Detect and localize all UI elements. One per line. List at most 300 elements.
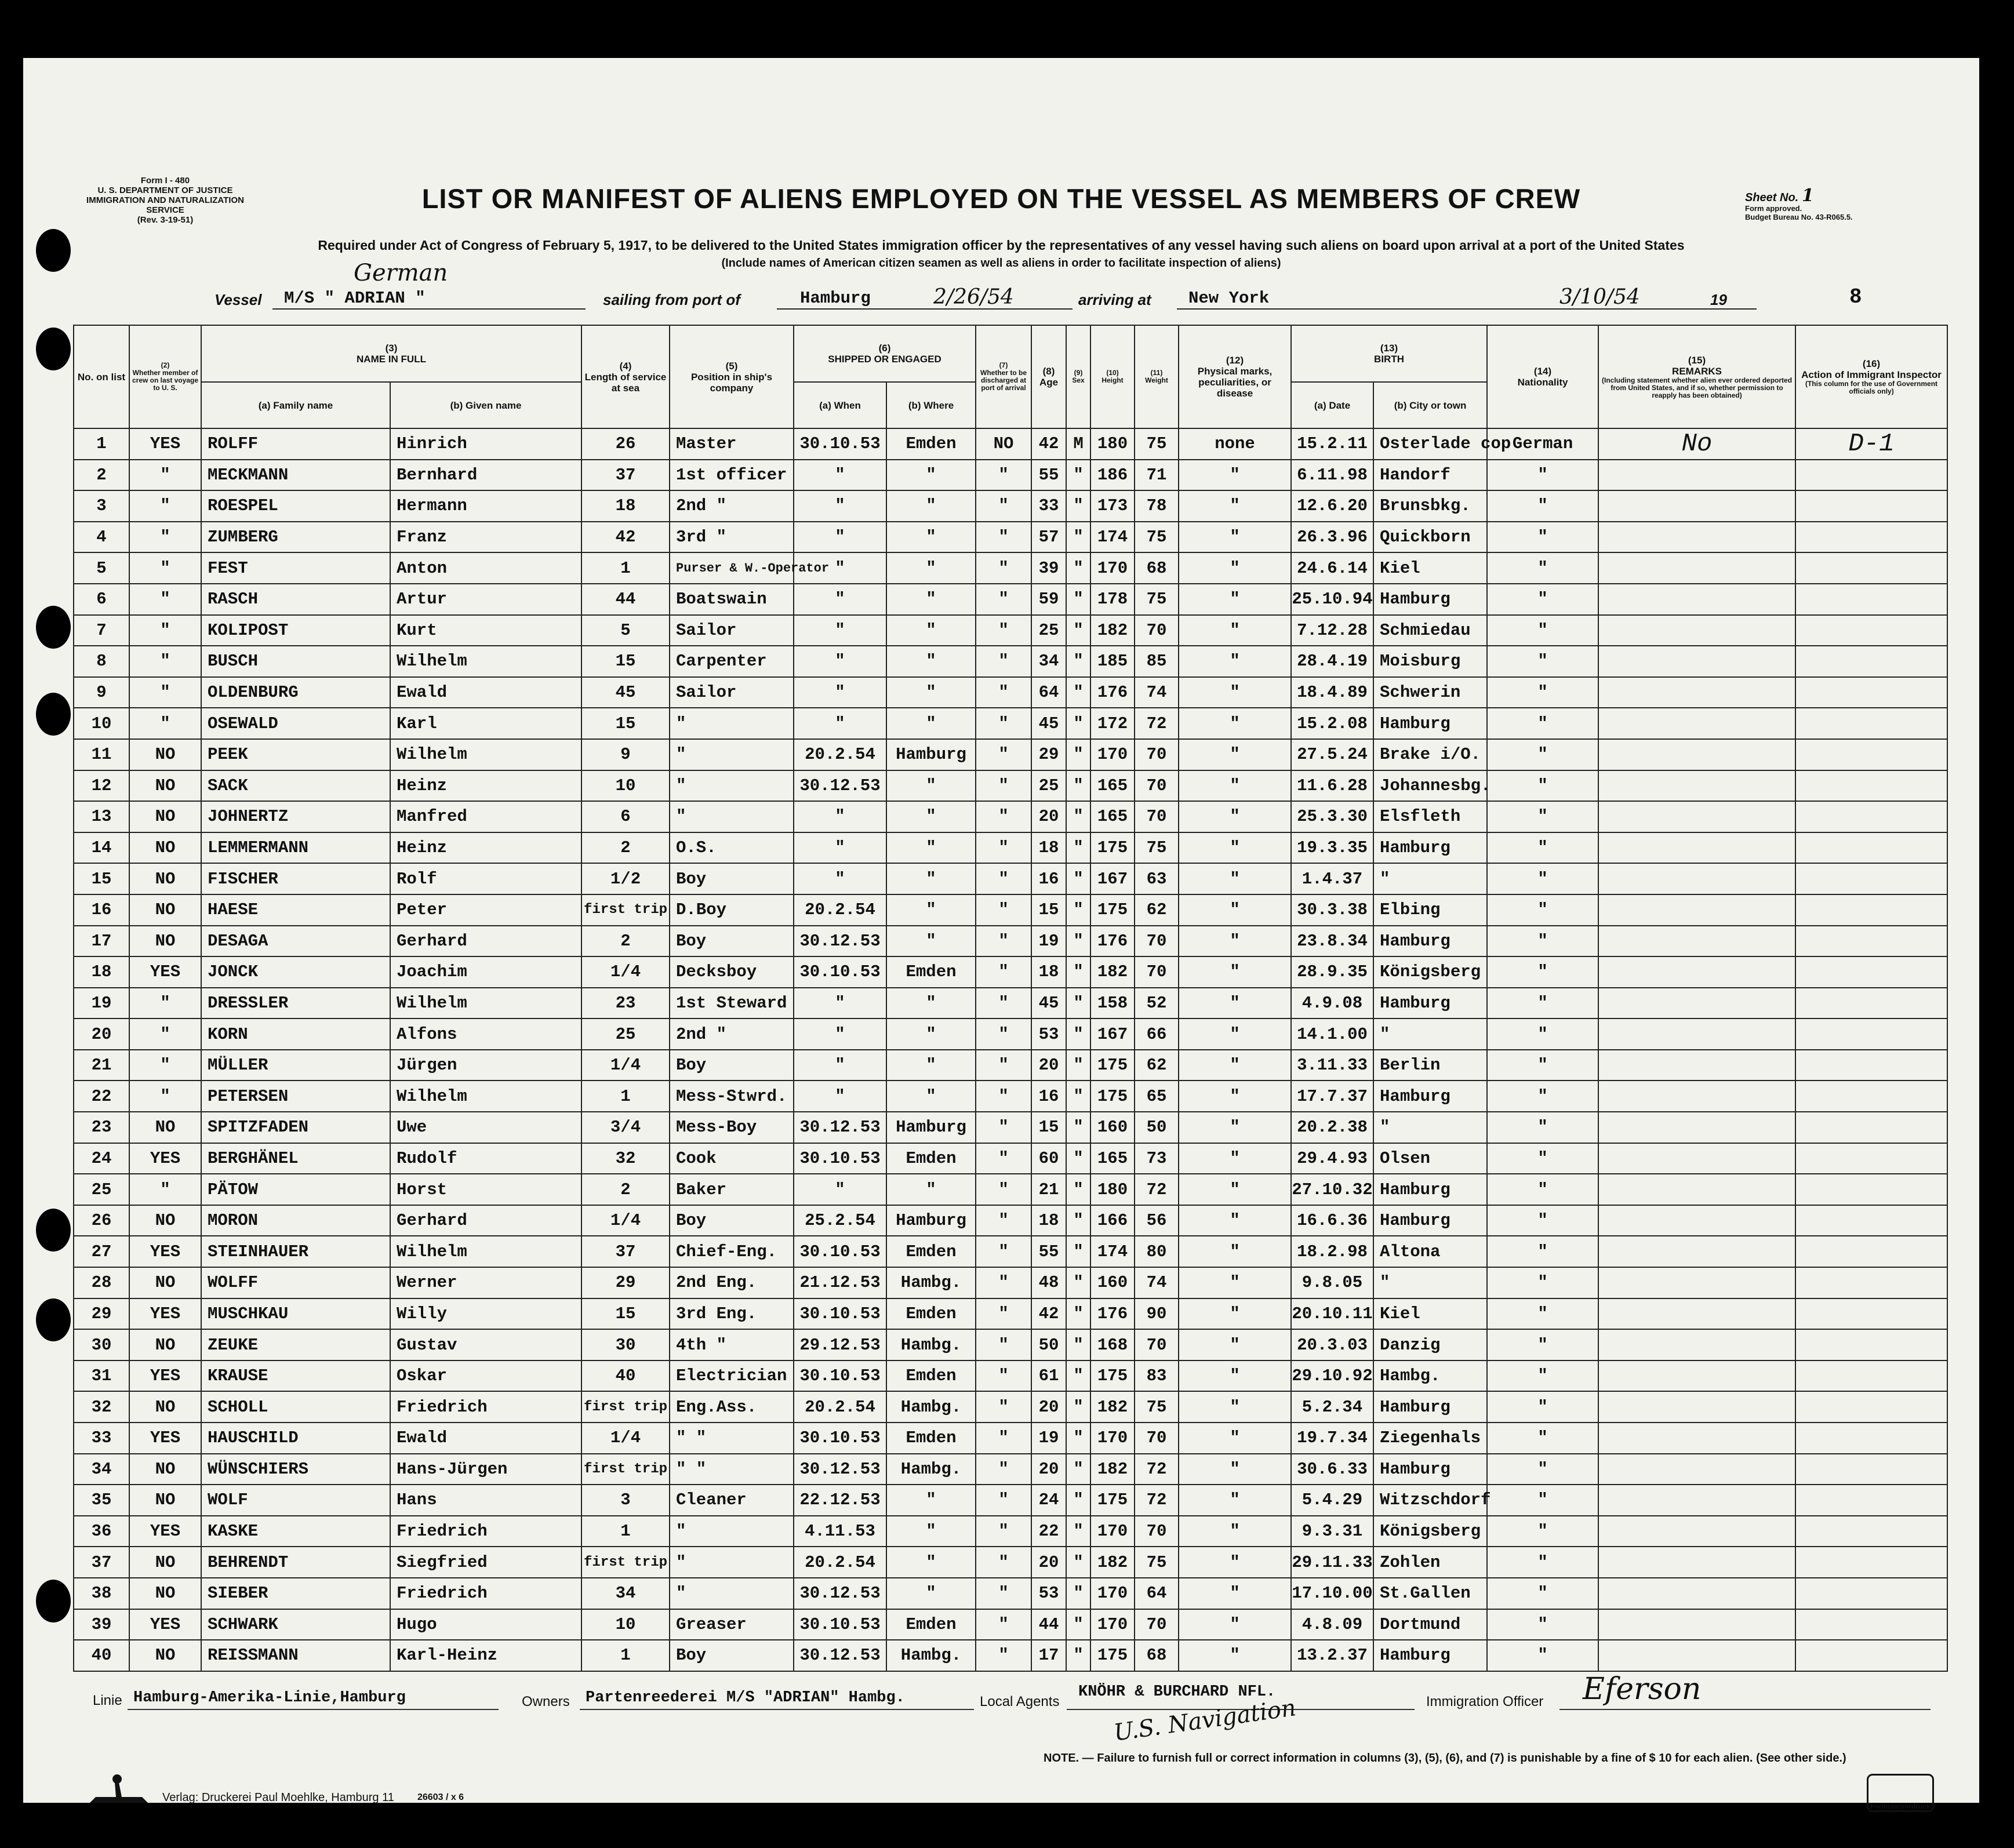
table-body <box>74 428 1947 1671</box>
shipped-when-cell: 30.10.53 <box>794 1236 886 1267</box>
nationality-cell: " <box>1487 615 1598 646</box>
position-cell: " <box>670 1578 794 1609</box>
shipped-when-cell: " <box>794 522 886 553</box>
position-cell: Mess-Stwrd. <box>670 1081 794 1112</box>
birth-city-cell: Hamburg <box>1373 708 1487 739</box>
physical-marks-cell: " <box>1179 1516 1291 1547</box>
given-name-cell: Friedrich <box>390 1516 581 1547</box>
age-cell: 19 <box>1031 926 1066 957</box>
last-voyage-cell: " <box>129 460 201 491</box>
birth-date-cell: 1.4.37 <box>1291 863 1373 894</box>
sex-cell: " <box>1066 1143 1090 1174</box>
birth-city-cell: Elbing <box>1373 894 1487 926</box>
last-voyage-cell: NO <box>129 1578 201 1609</box>
family-name-cell: MECKMANN <box>201 460 390 491</box>
birth-city-cell: Kiel <box>1373 552 1487 584</box>
height-cell: 175 <box>1090 1485 1135 1516</box>
shipped-where-cell: " <box>886 584 976 615</box>
shipped-when-cell: " <box>794 677 886 708</box>
punch-hole <box>36 693 71 736</box>
physical-marks-cell: " <box>1179 677 1291 708</box>
family-name-cell: WOLF <box>201 1485 390 1516</box>
given-name-cell: Ewald <box>390 1423 581 1454</box>
last-voyage-cell: " <box>129 988 201 1019</box>
age-cell: 19 <box>1031 1423 1066 1454</box>
birth-city-cell: Hamburg <box>1373 1174 1487 1205</box>
col-action-header <box>1795 325 1947 428</box>
family-name-cell: DESAGA <box>201 926 390 957</box>
height-cell: 172 <box>1090 708 1135 739</box>
table-row <box>74 646 1947 677</box>
inspector-action-cell <box>1795 1081 1947 1112</box>
shipped-when-cell: 30.10.53 <box>794 1360 886 1392</box>
weight-cell: 75 <box>1135 584 1179 615</box>
weight-cell: 74 <box>1135 677 1179 708</box>
crew-table <box>73 325 1948 1672</box>
birth-city-cell: Quickborn <box>1373 522 1487 553</box>
service-length-cell: 25 <box>581 1018 670 1050</box>
physical-marks-cell: " <box>1179 1640 1291 1671</box>
height-cell: 167 <box>1090 1018 1135 1050</box>
linie-underline <box>128 1709 499 1710</box>
agents-handwriting: U.S. Navigation <box>1112 1694 1298 1747</box>
position-cell: " <box>670 1516 794 1547</box>
discharged-cell: " <box>976 646 1031 677</box>
table-row <box>74 1081 1947 1112</box>
shipped-when-cell: " <box>794 1081 886 1112</box>
shipped-where-cell: " <box>886 1050 976 1081</box>
last-voyage-cell: NO <box>129 1391 201 1423</box>
weight-cell: 74 <box>1135 1267 1179 1298</box>
shipped-where-cell: " <box>886 988 976 1019</box>
col10-number: (10) <box>1106 369 1119 377</box>
service-length-cell: 6 <box>581 801 670 832</box>
shipped-where-cell: Emden <box>886 956 976 988</box>
position-cell: " " <box>670 1454 794 1485</box>
row-number-cell: 25 <box>74 1174 129 1205</box>
remarks-cell <box>1598 1267 1795 1298</box>
family-name-cell: MUSCHKAU <box>201 1298 390 1330</box>
service-length-cell: 1 <box>581 552 670 584</box>
discharged-cell: " <box>976 490 1031 522</box>
physical-marks-cell: " <box>1179 1236 1291 1267</box>
age-cell: 20 <box>1031 801 1066 832</box>
age-cell: 53 <box>1031 1018 1066 1050</box>
shipped-when-cell: 20.2.54 <box>794 1391 886 1423</box>
birth-city-cell: Danzig <box>1373 1329 1487 1360</box>
row-number-cell: 35 <box>74 1485 129 1516</box>
sex-cell: " <box>1066 988 1090 1019</box>
position-cell: Chief-Eng. <box>670 1236 794 1267</box>
last-voyage-cell: NO <box>129 801 201 832</box>
row-number-cell: 2 <box>74 460 129 491</box>
position-cell: 2nd " <box>670 1018 794 1050</box>
family-name-cell: ZEUKE <box>201 1329 390 1360</box>
height-cell: 165 <box>1090 801 1135 832</box>
inspector-action-cell <box>1795 1423 1947 1454</box>
remarks-cell <box>1598 1112 1795 1143</box>
remarks-cell <box>1598 801 1795 832</box>
col-last-voyage-header <box>129 325 201 428</box>
age-cell: 20 <box>1031 1547 1066 1578</box>
nationality-cell: " <box>1487 708 1598 739</box>
shipped-when-cell: " <box>794 552 886 584</box>
discharged-cell: " <box>976 1112 1031 1143</box>
physical-marks-cell: " <box>1179 863 1291 894</box>
discharged-cell: " <box>976 615 1031 646</box>
shipped-when-cell: 30.10.53 <box>794 1423 886 1454</box>
birth-date-cell: 6.11.98 <box>1291 460 1373 491</box>
discharged-cell: " <box>976 1174 1031 1205</box>
birth-city-cell: Brunsbkg. <box>1373 490 1487 522</box>
col6-number: (6) <box>878 343 891 354</box>
birth-city-cell: Elsfleth <box>1373 801 1487 832</box>
shipped-when-cell: " <box>794 646 886 677</box>
row-number-cell: 7 <box>74 615 129 646</box>
age-cell: 33 <box>1031 490 1066 522</box>
col-age-header <box>1031 325 1066 428</box>
weight-cell: 75 <box>1135 832 1179 864</box>
birth-city-cell: Osterlade cop <box>1373 428 1487 460</box>
sex-cell: " <box>1066 894 1090 926</box>
shipped-when-cell: 30.12.53 <box>794 1640 886 1671</box>
remarks-cell <box>1598 988 1795 1019</box>
col-no-header: No. on list <box>74 325 129 428</box>
table-row <box>74 428 1947 460</box>
shipped-when-cell: " <box>794 863 886 894</box>
last-voyage-cell: " <box>129 1081 201 1112</box>
nationality-cell: " <box>1487 956 1598 988</box>
table-row <box>74 615 1947 646</box>
physical-marks-cell: " <box>1179 1609 1291 1640</box>
service-length-cell: 10 <box>581 770 670 802</box>
family-name-cell: ROESPEL <box>201 490 390 522</box>
sex-cell: " <box>1066 1547 1090 1578</box>
row-number-cell: 40 <box>74 1640 129 1671</box>
weight-cell: 71 <box>1135 460 1179 491</box>
age-cell: 34 <box>1031 646 1066 677</box>
sex-cell: " <box>1066 1298 1090 1330</box>
shipped-where-cell: Hambg. <box>886 1329 976 1360</box>
inspector-action-cell <box>1795 1112 1947 1143</box>
birth-date-cell: 16.6.36 <box>1291 1205 1373 1236</box>
given-name-cell: Bernhard <box>390 460 581 491</box>
position-cell: Eng.Ass. <box>670 1391 794 1423</box>
shipped-where-cell: " <box>886 770 976 802</box>
birth-date-cell: 29.11.33 <box>1291 1547 1373 1578</box>
revision: (Rev. 3-19-51) <box>137 215 194 225</box>
sex-cell: " <box>1066 1423 1090 1454</box>
birth-date-cell: 28.9.35 <box>1291 956 1373 988</box>
table-row <box>74 1329 1947 1360</box>
sheet-value: 1 <box>1801 185 1814 206</box>
col-given-name-header: (b) Given name <box>390 382 581 428</box>
discharged-cell: " <box>976 584 1031 615</box>
sex-cell: " <box>1066 615 1090 646</box>
inspector-action-cell <box>1795 615 1947 646</box>
service-length-cell: 9 <box>581 739 670 770</box>
physical-marks-cell: " <box>1179 926 1291 957</box>
inspector-action-cell <box>1795 770 1947 802</box>
col-shipped-header <box>794 325 976 382</box>
remarks-cell: No <box>1598 428 1795 460</box>
service-length-cell: 10 <box>581 1609 670 1640</box>
service-length-cell: 1 <box>581 1640 670 1671</box>
nationality-cell: " <box>1487 1050 1598 1081</box>
family-name-cell: SACK <box>201 770 390 802</box>
row-number-cell: 19 <box>74 988 129 1019</box>
weight-cell: 70 <box>1135 1423 1179 1454</box>
birth-city-cell: Dortmund <box>1373 1609 1487 1640</box>
given-name-cell: Gustav <box>390 1329 581 1360</box>
weight-cell: 70 <box>1135 770 1179 802</box>
physical-marks-cell: none <box>1179 428 1291 460</box>
physical-marks-cell: " <box>1179 988 1291 1019</box>
form-approval <box>1745 204 1853 221</box>
col2-label: Whether member of crew on last voyage to U. S. <box>132 369 199 392</box>
position-cell: Boy <box>670 1640 794 1671</box>
service-length-cell: 37 <box>581 1236 670 1267</box>
table-row <box>74 1112 1947 1143</box>
height-cell: 175 <box>1090 894 1135 926</box>
service-length-cell: first trip <box>581 1391 670 1423</box>
remarks-cell <box>1598 1174 1795 1205</box>
physical-marks-cell: " <box>1179 1018 1291 1050</box>
col-birth-date-header: (a) Date <box>1291 382 1373 428</box>
given-name-cell: Werner <box>390 1267 581 1298</box>
family-name-cell: MÜLLER <box>201 1050 390 1081</box>
col-position-header <box>670 325 794 428</box>
punch-hole <box>36 1298 71 1341</box>
physical-marks-cell: " <box>1179 1547 1291 1578</box>
discharged-cell: " <box>976 1205 1031 1236</box>
birth-date-cell: 27.5.24 <box>1291 739 1373 770</box>
given-name-cell: Hinrich <box>390 428 581 460</box>
sex-cell: " <box>1066 1236 1090 1267</box>
remarks-cell <box>1598 1205 1795 1236</box>
sex-cell: " <box>1066 490 1090 522</box>
age-cell: 60 <box>1031 1143 1066 1174</box>
vessel-label: Vessel <box>215 291 262 308</box>
service-length-cell: 45 <box>581 677 670 708</box>
remarks-cell <box>1598 1454 1795 1485</box>
sailing-date: 2/26/54 <box>933 285 1014 309</box>
requirement-subtext: (Include names of American citizen seamen as well as aliens in order to facilitate inspection of aliens) <box>721 257 1281 270</box>
weight-cell: 65 <box>1135 1081 1179 1112</box>
shipped-when-cell: 30.10.53 <box>794 1609 886 1640</box>
shipped-when-cell: " <box>794 615 886 646</box>
table-row <box>74 1360 1947 1392</box>
position-cell: " <box>670 1547 794 1578</box>
vessel-hand-note: German <box>354 260 448 286</box>
position-cell: " <box>670 708 794 739</box>
col7-number: (7) <box>999 361 1008 369</box>
table-row <box>74 1205 1947 1236</box>
physical-marks-cell: " <box>1179 1081 1291 1112</box>
height-cell: 170 <box>1090 1578 1135 1609</box>
col-name-header <box>201 325 581 382</box>
position-cell: 1st officer <box>670 460 794 491</box>
weight-cell: 70 <box>1135 615 1179 646</box>
last-voyage-cell: NO <box>129 739 201 770</box>
service-length-cell: 2 <box>581 926 670 957</box>
shipped-where-cell: " <box>886 646 976 677</box>
discharged-cell: " <box>976 1640 1031 1671</box>
remarks-cell <box>1598 1640 1795 1671</box>
arrival-date: 3/10/54 <box>1559 285 1640 309</box>
birth-date-cell: 15.2.11 <box>1291 428 1373 460</box>
age-cell: 20 <box>1031 1391 1066 1423</box>
last-voyage-cell: YES <box>129 1516 201 1547</box>
last-voyage-cell: NO <box>129 770 201 802</box>
birth-date-cell: 23.8.34 <box>1291 926 1373 957</box>
birth-city-cell: Hamburg <box>1373 1081 1487 1112</box>
inspector-action-cell <box>1795 1578 1947 1609</box>
physical-marks-cell: " <box>1179 584 1291 615</box>
discharged-cell: " <box>976 1391 1031 1423</box>
family-name-cell: JOHNERTZ <box>201 801 390 832</box>
age-cell: 53 <box>1031 1578 1066 1609</box>
nationality-cell: " <box>1487 490 1598 522</box>
height-cell: 168 <box>1090 1329 1135 1360</box>
height-cell: 166 <box>1090 1205 1135 1236</box>
col-where-header: (b) Where <box>886 382 976 428</box>
position-cell: " <box>670 801 794 832</box>
col13-number: (13) <box>1380 343 1398 354</box>
penalty-note: NOTE. — Failure to furnish full or correct information in columns (3), (5), (6), and (7) is punishable by a fine of $ 10 for each alien. (See other side.) <box>1044 1752 1846 1765</box>
sex-cell: M <box>1066 428 1090 460</box>
weight-cell: 64 <box>1135 1578 1179 1609</box>
last-voyage-cell: NO <box>129 1205 201 1236</box>
service-length-cell: 30 <box>581 1329 670 1360</box>
given-name-cell: Kurt <box>390 615 581 646</box>
service-length-cell: 1/2 <box>581 863 670 894</box>
family-name-cell: PEEK <box>201 739 390 770</box>
remarks-cell <box>1598 1298 1795 1330</box>
service-length-cell: first trip <box>581 894 670 926</box>
last-voyage-cell: NO <box>129 1485 201 1516</box>
col5-number: (5) <box>725 360 738 372</box>
birth-city-cell: Ziegenhals <box>1373 1423 1487 1454</box>
sheet-number <box>1745 185 1814 206</box>
family-name-cell: BERGHÄNEL <box>201 1143 390 1174</box>
weight-cell: 75 <box>1135 522 1179 553</box>
remarks-cell <box>1598 615 1795 646</box>
year-suffix: 19 <box>1710 291 1727 308</box>
row-number-cell: 16 <box>74 894 129 926</box>
discharged-cell: " <box>976 1360 1031 1392</box>
inspector-action-cell <box>1795 1267 1947 1298</box>
given-name-cell: Jürgen <box>390 1050 581 1081</box>
shipped-where-cell: Hamburg <box>886 1205 976 1236</box>
row-number-cell: 38 <box>74 1578 129 1609</box>
discharged-cell: " <box>976 1081 1031 1112</box>
given-name-cell: Heinz <box>390 770 581 802</box>
nationality-cell: " <box>1487 1018 1598 1050</box>
inspector-action-cell <box>1795 1516 1947 1547</box>
given-name-cell: Franz <box>390 522 581 553</box>
height-cell: 175 <box>1090 1360 1135 1392</box>
discharged-cell: " <box>976 1516 1031 1547</box>
last-voyage-cell: YES <box>129 1236 201 1267</box>
col5-label: Position in ship's company <box>690 371 773 394</box>
service-length-cell: 37 <box>581 460 670 491</box>
remarks-cell <box>1598 460 1795 491</box>
remarks-cell <box>1598 646 1795 677</box>
row-number-cell: 24 <box>74 1143 129 1174</box>
service-length-cell: 32 <box>581 1143 670 1174</box>
last-voyage-cell: YES <box>129 1423 201 1454</box>
age-cell: 25 <box>1031 615 1066 646</box>
height-cell: 170 <box>1090 1423 1135 1454</box>
shipped-where-cell: Emden <box>886 1360 976 1392</box>
height-cell: 176 <box>1090 1298 1135 1330</box>
discharged-cell: " <box>976 1485 1031 1516</box>
col9-number: (9) <box>1074 369 1083 377</box>
inspector-action-cell <box>1795 1360 1947 1392</box>
last-voyage-cell: YES <box>129 428 201 460</box>
height-cell: 170 <box>1090 1516 1135 1547</box>
inspector-action-cell <box>1795 1391 1947 1423</box>
service-length-cell: 15 <box>581 708 670 739</box>
last-voyage-cell: YES <box>129 1609 201 1640</box>
inspector-action-cell <box>1795 956 1947 988</box>
row-number-cell: 1 <box>74 428 129 460</box>
last-voyage-cell: YES <box>129 1298 201 1330</box>
inspector-action-cell <box>1795 1640 1947 1671</box>
remarks-cell <box>1598 1516 1795 1547</box>
age-cell: 42 <box>1031 428 1066 460</box>
sex-cell: " <box>1066 1391 1090 1423</box>
weight-cell: 85 <box>1135 646 1179 677</box>
birth-date-cell: 19.3.35 <box>1291 832 1373 864</box>
family-name-cell: HAUSCHILD <box>201 1423 390 1454</box>
physical-marks-cell: " <box>1179 522 1291 553</box>
physical-marks-cell: " <box>1179 1329 1291 1360</box>
nationality-cell: " <box>1487 988 1598 1019</box>
nationality-cell: " <box>1487 1298 1598 1330</box>
position-cell: Boy <box>670 1205 794 1236</box>
table-row <box>74 1609 1947 1640</box>
birth-city-cell: Hamburg <box>1373 926 1487 957</box>
linie-label: Linie <box>93 1693 122 1708</box>
remarks-cell <box>1598 739 1795 770</box>
given-name-cell: Manfred <box>390 801 581 832</box>
given-name-cell: Anton <box>390 552 581 584</box>
weight-cell: 73 <box>1135 1143 1179 1174</box>
birth-city-cell: Olsen <box>1373 1143 1487 1174</box>
sex-cell: " <box>1066 801 1090 832</box>
height-cell: 158 <box>1090 988 1135 1019</box>
family-name-cell: KOLIPOST <box>201 615 390 646</box>
shipped-where-cell: Hambg. <box>886 1391 976 1423</box>
birth-date-cell: 5.4.29 <box>1291 1485 1373 1516</box>
shipped-when-cell: 29.12.53 <box>794 1329 886 1360</box>
birth-city-cell: Hamburg <box>1373 1205 1487 1236</box>
sex-cell: " <box>1066 584 1090 615</box>
position-cell: O.S. <box>670 832 794 864</box>
sex-cell: " <box>1066 522 1090 553</box>
table-row <box>74 1391 1947 1423</box>
service-length-cell: 1/4 <box>581 1423 670 1454</box>
remarks-cell <box>1598 1329 1795 1360</box>
col9-label: Sex <box>1072 376 1085 384</box>
owners-value: Partenreederei M/S "ADRIAN" Hambg. <box>586 1689 905 1707</box>
table-row <box>74 490 1947 522</box>
weight-cell: 56 <box>1135 1205 1179 1236</box>
discharged-cell: " <box>976 1423 1031 1454</box>
discharged-cell: " <box>976 1609 1031 1640</box>
